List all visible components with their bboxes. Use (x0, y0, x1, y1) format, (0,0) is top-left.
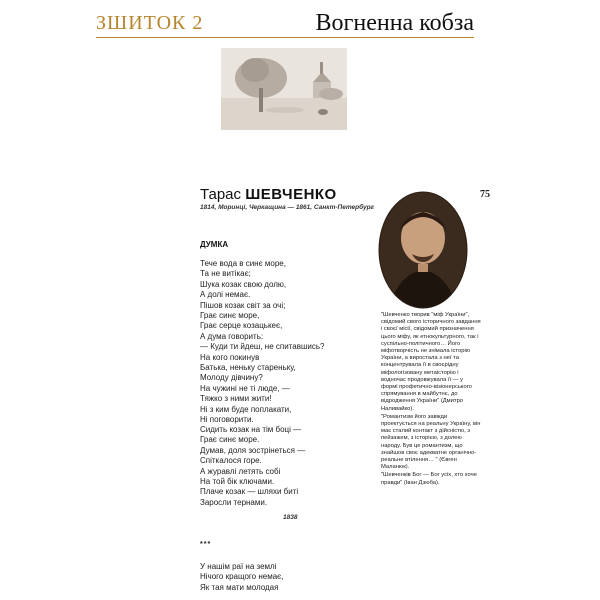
poem-line: На чужині не ті люде, — (200, 383, 290, 393)
author-surname: ШЕВЧЕНКО (245, 186, 337, 203)
poem-line: Як тая мати молодая (200, 582, 279, 592)
poem-line: На той бік ключами. (200, 477, 275, 487)
poem-line: На кого покинув (200, 352, 260, 362)
poem-line: У нашім раї на землі (200, 562, 277, 571)
poem-line: Грає серце козацькеє, (200, 321, 283, 331)
header-rule (96, 37, 474, 38)
sidebar-quote: "Шевченко творив "міф України", свідомий свого історичного завдання і своєї місії, свідомий призначення цього міфу, як етнокультурного, так і суспільно-політичного… Його міфотворчість не знімала історію України, а виростала з неї та концентрувала її в своєрідну міфологізовану метаісторію і водночас продовжувала її — у формі профетично-візіонерського спрямування в майбутнє, до відродження України" (Дмитро Наливайко). (381, 312, 481, 412)
poem-line: Плаче козак — шляхи биті (200, 487, 299, 497)
poem-title: ДУМКА (200, 240, 229, 249)
poem-line: А журавлі летять собі (200, 466, 281, 476)
next-poem-stanza (200, 562, 283, 593)
poem-line: Ні з ким буде поплакати, (200, 404, 292, 414)
stanza-1 (200, 259, 324, 426)
poem-line: А дума говорить: (200, 331, 264, 341)
poem-line: Та не витікає; (200, 269, 251, 279)
poem-line: Грає синє море, (200, 311, 260, 321)
poem-line: Думав, доля зострінеться — (200, 445, 306, 455)
poem-separator: *** (200, 541, 212, 548)
author-dates: 1814, Моринці, Черкащина — 1861, Санкт-Петербург (200, 204, 375, 211)
poem-line: Батька, неньку стареньку, (200, 363, 296, 373)
sidebar-quotes (381, 312, 481, 488)
poem-line: — Куди ти йдеш, не спитавшись? (200, 342, 325, 352)
shevchenko-portrait (378, 190, 468, 310)
poem-line: Нічого кращого немає, (200, 572, 284, 582)
page-header (96, 10, 474, 38)
poem-year: 1838 (283, 514, 298, 521)
author-name (200, 186, 337, 203)
poem-line: Тече вода в синє море, (200, 259, 286, 268)
poem-line: Спіткалося горе. (200, 456, 262, 466)
poem-line: Грає синє море. (200, 435, 260, 445)
sidebar-quote: "Шевченків Бог — Бог усіх, хто хоче правди" (Іван Дзюба). (381, 472, 477, 486)
sidebar-quote: "Романтизм його завжди проектується на реальну Україну, він має сталий контакт з дійсністю, з пейзажем, з історією, з долею народу. Був це романтизм, що знайшов своє адекватне органічно-реальне втілення… " (Євген Маланюк). (381, 413, 481, 471)
landscape-painting (221, 48, 347, 130)
chapter-title: Вогненна кобза (315, 10, 474, 36)
poem-line: Молоду дівчину? (200, 373, 263, 383)
stanza-2 (200, 425, 305, 508)
author-first-name: Тарас (200, 186, 242, 203)
poem-line: Сидить козак на тім боці — (200, 425, 302, 434)
poem-line: Тяжко з ними жити! (200, 394, 272, 404)
section-label: ЗШИТОК 2 (96, 12, 204, 34)
poem-line: А долі немає. (200, 290, 251, 300)
poem-line: Заросли тернами. (200, 497, 268, 507)
poem-line: Шука козак свою долю, (200, 279, 287, 289)
poem-line: Пішов козак світ за очі; (200, 300, 286, 310)
poem-line: Ні поговорити. (200, 415, 254, 425)
page-number: 75 (480, 189, 490, 200)
